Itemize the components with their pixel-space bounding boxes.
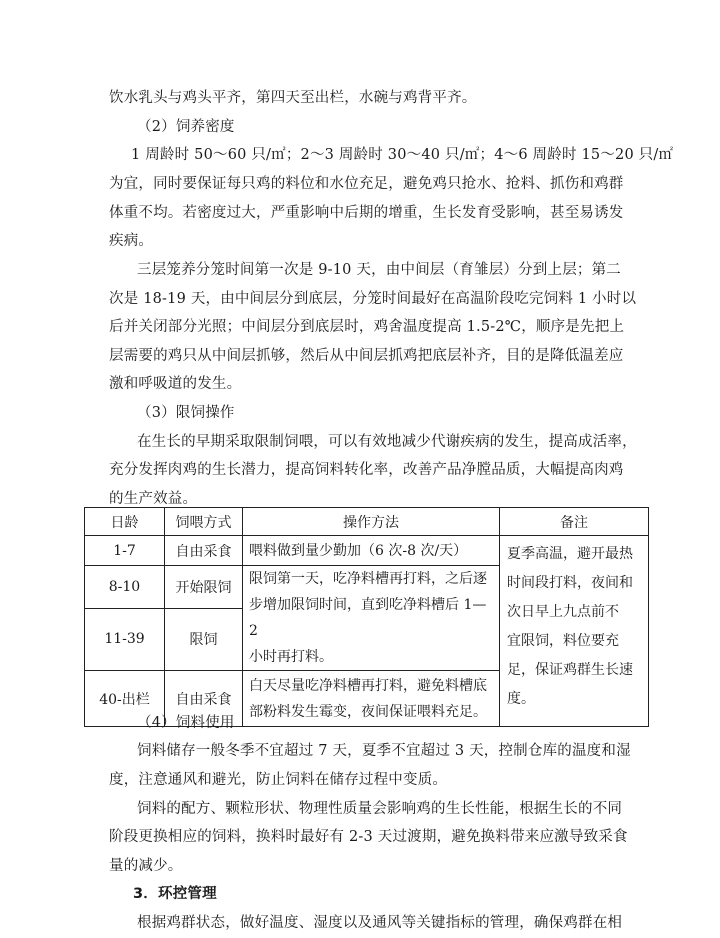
- paragraph-line: 体重不均。若密度过大，严重影响中后期的增重，生长发育受影响，甚至易诱发: [109, 205, 624, 221]
- remark-line: 次日早上九点前不: [507, 604, 619, 620]
- paragraph-line: 后并关闭部分光照；中间层分到底层时，鸡舍温度提高 1.5-2℃，顺序是先把上: [109, 319, 625, 335]
- paragraph-line: 根据鸡群状态，做好温度、湿度以及通风等关键指标的管理，确保鸡群在相: [137, 915, 623, 931]
- method-line: 部粉料发生霉变，夜间保证喂料充足。: [249, 703, 487, 720]
- paragraph-line: 在生长的早期采取限制饲喂，可以有效地减少代谢疾病的发生，提高成活率，: [137, 434, 637, 450]
- section-heading-density: （2）饲养密度: [137, 119, 235, 135]
- cell-age: 1-7: [85, 536, 165, 566]
- paragraph-line: 疾病。: [109, 233, 154, 249]
- remark-line: 时间段打料，夜间和: [507, 575, 633, 591]
- section-heading-restrict: （3）限饲操作: [137, 405, 235, 421]
- paragraph-line: 阶段更换相应的饲料，换料时最好有 2-3 天过渡期，避免换料带来应激导致采食: [109, 829, 628, 845]
- header-method: 操作方法: [243, 508, 500, 536]
- header-age: 日龄: [85, 508, 165, 536]
- remark-line: 夏季高温，避开最热: [507, 546, 633, 562]
- cell-method-merged: [243, 566, 500, 671]
- paragraph-line: 次是 18-19 天，由中间层分到底层，分笼时间最好在高温阶段吃完饲料 1 小时以: [109, 291, 637, 307]
- paragraph-line: 三层笼养分笼时间第一次是 9-10 天，由中间层（育雏层）分到上层；第二: [137, 262, 621, 278]
- paragraph-line: 充分发挥肉鸡的生长潜力，提高饲料转化率，改善产品净膛品质，大幅提高肉鸡: [109, 462, 624, 478]
- paragraph-line: 的生产效益。: [109, 491, 198, 507]
- method-line: 小时再打料。: [249, 649, 333, 665]
- paragraph-line: 量的减少。: [109, 858, 183, 874]
- paragraph-line: 饲料储存一般冬季不宜超过 7 天，夏季不宜超过 3 天，控制仓库的温度和湿: [137, 743, 631, 759]
- cell-mode: 限饲: [165, 608, 243, 670]
- cell-method: [243, 671, 500, 727]
- table-row: [85, 536, 649, 566]
- method-line: 步增加限饲时间，直到吃净料槽后 1—2: [249, 597, 487, 639]
- paragraph-line: 饮水乳头与鸡头平齐，第四天至出栏，水碗与鸡背平齐。: [109, 90, 477, 106]
- paragraph-line: 1 周龄时 50～60 只/㎡；2～3 周龄时 30～40 只/㎡；4～6 周龄时 15～20 只/㎡: [131, 147, 674, 163]
- header-remark: 备注: [500, 508, 649, 536]
- header-feeding-mode: 饲喂方式: [165, 508, 243, 536]
- cell-mode: 自由采食: [165, 671, 243, 727]
- paragraph-line: 度，注意通风和避光，防止饲料在储存过程中变质。: [109, 772, 448, 788]
- cell-mode: 自由采食: [165, 536, 243, 566]
- method-line: 白天尽量吃净料槽再打料，避免料槽底: [249, 677, 487, 694]
- paragraph-line: 饲料的配方、颗粒形状、物理性质量会影响鸡的生长性能，根据生长的不同: [137, 801, 623, 817]
- paragraph-line: 层需要的鸡只从中间层抓够，然后从中间层抓鸡把底层补齐，目的是降低温差应: [109, 348, 624, 364]
- cell-method: 喂料做到量少勤加（6 次-8 次/天）: [243, 536, 500, 566]
- feeding-table: [84, 507, 649, 727]
- paragraph-line: 激和呼吸道的发生。: [109, 376, 242, 392]
- method-line: 限饲第一天，吃净料槽再打料，之后逐: [249, 571, 487, 587]
- remark-line: 足，保证鸡群生长速: [507, 662, 633, 678]
- table-header-row: [85, 508, 649, 536]
- remark-line: 宜限饲，料位要充: [507, 633, 619, 649]
- cell-remark: [500, 536, 649, 727]
- cell-mode: 开始限饲: [165, 566, 243, 609]
- cell-age: 8-10: [85, 566, 165, 609]
- cell-age: 40-出栏: [85, 671, 165, 727]
- section-heading-env: 3．环控管理: [133, 886, 217, 902]
- section-heading-feed: （4）饲料使用: [137, 715, 235, 731]
- cell-age: 11-39: [85, 608, 165, 670]
- remark-line: 度。: [507, 691, 535, 707]
- paragraph-line: 为宜，同时要保证每只鸡的料位和水位充足，避免鸡只抢水、抢料、抓伤和鸡群: [109, 176, 624, 192]
